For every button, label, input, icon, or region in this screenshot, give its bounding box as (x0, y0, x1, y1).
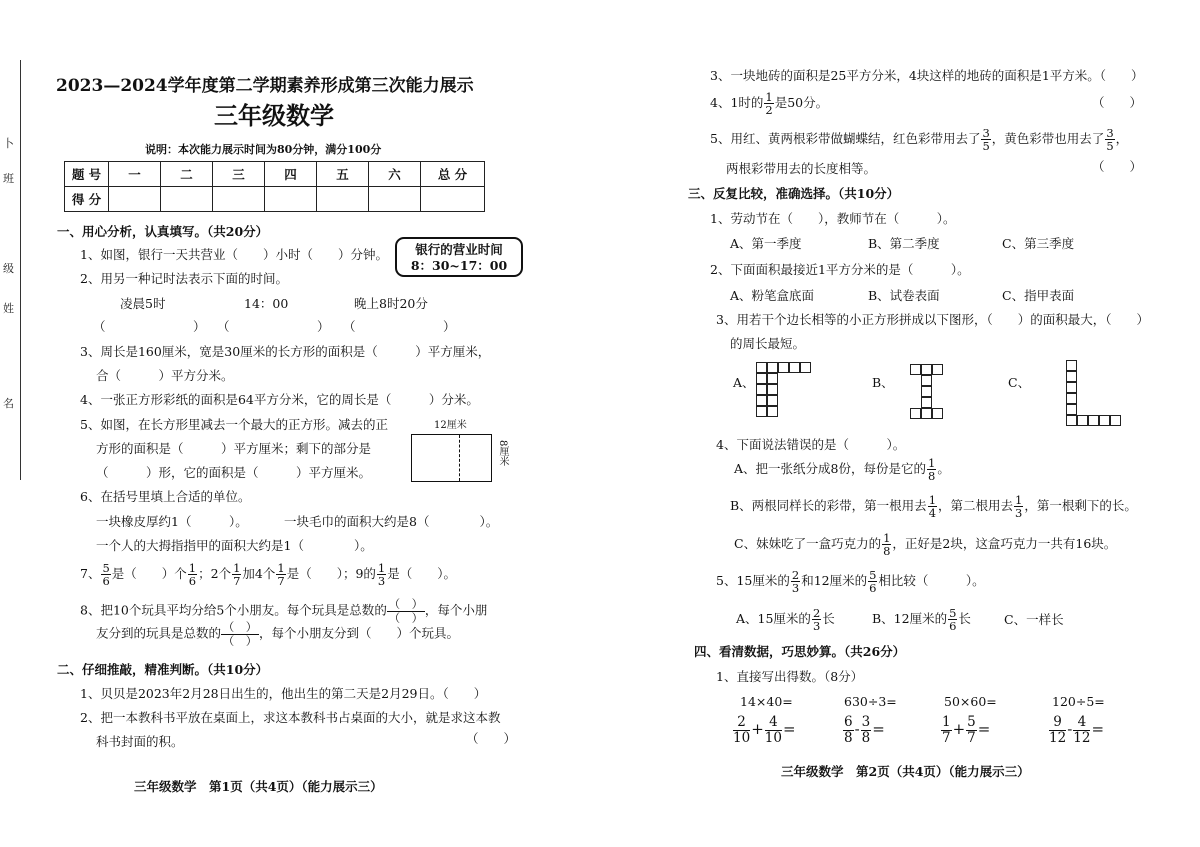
option[interactable]: C、第三季度 (1002, 236, 1075, 251)
fraction-denominator: 12 (1049, 729, 1067, 746)
fraction (928, 494, 937, 519)
bank-hours-label: 银行的营业时间 (415, 242, 503, 257)
answer-paren[interactable]: （ ） (1092, 159, 1143, 174)
operator: - (1067, 720, 1073, 738)
fraction (101, 562, 110, 587)
grid-square (921, 386, 932, 397)
s1-q3-cont: 合（ ）平方分米。 (96, 368, 234, 383)
s3-q1: 1、劳动节在（ ），教师节在（ ）。 (710, 211, 956, 226)
s1-q5-cont2: （ ）形，它的面积是（ ）平方厘米。 (96, 465, 372, 480)
fraction (791, 569, 800, 594)
calc-item: 50×60= (944, 694, 997, 709)
calc-item (842, 712, 885, 746)
score-header: 六 (369, 162, 421, 187)
rect-height-label: 8厘米 (497, 440, 508, 467)
fraction (981, 127, 990, 152)
grid-square (921, 364, 932, 375)
s2-q1: 1、贝贝是2023年2月28日出生的，他出生的第二天是2月29日。（ ） (80, 686, 487, 701)
q8-text: 8、把10个玩具平均分给5个小朋友。每个玩具是总数的 (80, 602, 387, 618)
exam-note: 说明：本次能力展示时间为80分钟，满分100分 (145, 143, 382, 156)
s3-q4-b[interactable] (730, 493, 1137, 519)
option[interactable]: B、试卷表面 (868, 288, 940, 303)
s1-q8-cont (96, 621, 459, 647)
score-cell[interactable] (109, 187, 161, 212)
footer-right: 三年级数学 第2页（共4页）（能力展示三） (781, 764, 1030, 779)
figure-label[interactable]: A、 (733, 375, 755, 390)
fraction (232, 562, 241, 587)
operator: + (952, 720, 966, 738)
s1-q1: 1、如图，银行一天共营业（ ）小时（ ）分钟。 (80, 247, 388, 262)
grid-square (932, 408, 943, 419)
option[interactable]: C、一样长 (1004, 612, 1064, 627)
grid-square (1066, 360, 1077, 371)
fraction-denominator: 2 (765, 103, 773, 118)
score-header: 五 (317, 162, 369, 187)
fraction-numerator: 5 (869, 567, 877, 582)
section-1-title: 一、用心分析，认真填写。（共20分） (57, 224, 269, 239)
fraction-numerator: 1 (928, 492, 937, 507)
fraction (765, 715, 782, 744)
fraction-denominator: 3 (791, 581, 800, 595)
q-num: 7、 (80, 566, 101, 581)
score-header: 总 分 (421, 162, 485, 187)
equals: = (977, 720, 991, 738)
fraction-numerator: 1 (377, 560, 386, 575)
fraction-numerator: 2 (812, 605, 821, 620)
q-text: ， (1115, 131, 1129, 146)
calc-item: 630÷3= (844, 694, 897, 709)
fraction-denominator: 7 (942, 729, 951, 746)
fraction-denominator: 3 (812, 619, 821, 633)
q-text: A、把一张纸分成8份，每份是它的 (734, 461, 926, 476)
exam-subject: 三年级数学 (214, 102, 334, 130)
fraction (733, 715, 750, 744)
fraction-numerator: （ ） (388, 597, 424, 611)
grid-square (1099, 415, 1110, 426)
grid-square (910, 408, 921, 419)
grid-square (1066, 393, 1077, 404)
option[interactable] (736, 606, 835, 632)
s1-q5: 5、如图，在长方形里减去一个最大的正方形。减去的正 (80, 417, 388, 432)
answer-blank[interactable]: （ ） (343, 319, 456, 334)
time-3: 晚上8时20分 (354, 296, 428, 311)
grid-square (1066, 404, 1077, 415)
grid-square (800, 362, 811, 373)
fraction (868, 569, 877, 594)
fraction-denominator: 5 (1106, 139, 1114, 153)
fraction-denominator: 6 (949, 619, 957, 633)
q-text: C、妹妹吃了一盒巧克力的 (734, 536, 882, 551)
fraction-numerator: 2 (791, 567, 800, 582)
fraction (1014, 494, 1023, 519)
grid-square (921, 375, 932, 386)
q-text: 5、15厘米的 (716, 573, 790, 588)
margin-char: 班 (3, 172, 14, 185)
q-text: 长 (822, 611, 835, 626)
grid-square (932, 364, 943, 375)
score-cell[interactable] (369, 187, 421, 212)
q-text: 4、1时的 (710, 95, 764, 111)
equals: = (1091, 720, 1105, 738)
margin-char: 名 (3, 397, 14, 410)
fraction-numerator: （ ） (222, 620, 258, 634)
q-text: ，正好是2块，这盒巧克力一共有16块。 (892, 536, 1117, 551)
calc-item (1048, 712, 1104, 746)
grid-square (1077, 415, 1088, 426)
fraction-denominator: 8 (844, 729, 853, 746)
score-cell[interactable] (265, 187, 317, 212)
fraction-denominator: 3 (377, 574, 386, 588)
option[interactable]: B、第二季度 (868, 236, 940, 251)
s3-q5 (716, 568, 985, 594)
answer-paren[interactable]: （ ） (1092, 95, 1143, 110)
score-cell[interactable] (317, 187, 369, 212)
equals: = (872, 720, 885, 738)
calc-item: 14×40= (740, 694, 793, 709)
q-text: 5、用红、黄两根彩带做蝴蝶结，红色彩带用去了 (710, 131, 981, 146)
fraction-denominator: 12 (1073, 729, 1091, 746)
grid-square (1088, 415, 1099, 426)
footer-left: 三年级数学 第1页（共4页）（能力展示三） (134, 779, 383, 794)
q-text: B、12厘米的 (872, 611, 948, 626)
fraction-numerator: 5 (949, 605, 957, 620)
q-text: 和12厘米的 (801, 573, 868, 588)
fraction (377, 562, 386, 587)
score-cell[interactable] (161, 187, 213, 212)
score-row-label: 得 分 (65, 187, 109, 212)
q7-text: 加4个 (242, 566, 276, 581)
fraction (941, 715, 952, 744)
score-header: 三 (213, 162, 265, 187)
grid-square (767, 395, 778, 406)
grid-square (778, 362, 789, 373)
option[interactable]: C、指甲表面 (1002, 288, 1075, 303)
fraction-numerator: 5 (967, 714, 976, 731)
binding-line (20, 60, 21, 480)
score-header: 二 (161, 162, 213, 187)
fraction-denominator: 3 (1015, 506, 1023, 520)
grid-square (921, 408, 932, 419)
q-text: 是50分。 (774, 95, 829, 111)
rect-width-label: 12厘米 (434, 420, 467, 431)
fraction-denominator: 10 (764, 729, 782, 746)
fraction (948, 607, 957, 632)
fraction-denominator: 6 (869, 581, 877, 595)
fraction-numerator: 1 (883, 530, 891, 545)
fraction-denominator: 7 (967, 729, 976, 746)
fraction-numerator: 3 (861, 714, 871, 731)
fraction-numerator: 3 (1106, 125, 1114, 140)
q8-text: ，每个小朋友分到（ ）个玩具。 (259, 625, 460, 641)
fraction-numerator: 4 (1073, 715, 1090, 730)
s1-q6: 6、在括号里填上合适的单位。 (80, 489, 251, 504)
q-text: ，黄色彩带也用去了 (991, 131, 1105, 146)
fraction-denominator: 6 (102, 574, 110, 588)
fraction-numerator: 1 (233, 560, 241, 575)
s1-q5-cont: 方形的面积是（ ）平方厘米；剩下的部分是 (96, 441, 372, 456)
fraction-numerator: 1 (927, 455, 936, 470)
margin-char: 级 (3, 262, 14, 275)
s3-q3-cont: 的周长最短。 (730, 336, 806, 351)
score-cell[interactable] (421, 187, 485, 212)
q7-text: ；2个 (198, 566, 232, 581)
figure-label[interactable]: B、 (872, 375, 894, 390)
fraction-denominator: 8 (883, 544, 891, 558)
fraction-numerator: 1 (277, 560, 285, 575)
grid-square (767, 384, 778, 395)
s2-q5 (710, 126, 1128, 152)
grid-square (1066, 382, 1077, 393)
fraction-numerator: 1 (765, 90, 773, 104)
time-1: 凌晨5时 (120, 296, 166, 311)
fraction-denominator: 7 (277, 574, 285, 588)
fraction-numerator: 6 (844, 714, 853, 731)
grid-square (910, 364, 921, 375)
grid-square (1066, 415, 1077, 426)
s1-q6a: 一块橡皮厚约1（ ）。 (96, 514, 248, 529)
fraction-denominator: 8 (861, 729, 871, 746)
section-4-title: 四、看清数据，巧思妙算。（共26分） (694, 644, 906, 659)
q-text: 长 (958, 611, 971, 626)
fraction-denominator: 5 (982, 139, 990, 153)
fraction (861, 715, 872, 744)
answer-blank[interactable]: （ ） (93, 319, 206, 334)
q-text: ，第一根剩下的长。 (1024, 498, 1137, 513)
score-header: 四 (265, 162, 317, 187)
fraction-denominator: 6 (188, 574, 197, 588)
s3-q3: 3、用若干个边长相等的小正方形拼成以下图形，（ ）的面积最大，（ ） (716, 312, 1149, 327)
bank-hours-box (395, 237, 523, 277)
operator: + (751, 720, 764, 738)
option[interactable]: A、粉笔盒底面 (730, 288, 815, 303)
exam-title: 2023—2024学年度第二学期素养形成第三次能力展示 (56, 76, 474, 96)
time-2: 14：00 (244, 296, 289, 311)
s3-q4-a[interactable] (734, 456, 950, 482)
grid-square (756, 395, 767, 406)
calc-item (940, 712, 990, 746)
answer-blank[interactable]: （ ） (217, 319, 330, 334)
s3-q2: 2、下面面积最接近1平方分米的是（ ）。 (710, 262, 970, 277)
s1-q3: 3、周长是160厘米，宽是30厘米的长方形的面积是（ ）平方厘米， (80, 344, 491, 359)
fraction (1073, 715, 1090, 744)
fraction-denominator: 7 (233, 574, 241, 588)
s2-q2-cont: 科书封面的积。 (96, 734, 184, 749)
fraction-denominator: 4 (928, 506, 937, 520)
fraction (966, 715, 977, 744)
q-text: B、两根同样长的彩带，第一根用去 (730, 498, 927, 513)
score-table (64, 161, 485, 212)
fraction (276, 562, 285, 587)
s1-q4: 4、一张正方形彩纸的面积是64平方分米，它的周长是（ ）分米。 (80, 392, 479, 407)
rectangle-figure (411, 434, 492, 482)
section-2-title: 二、仔细推敲，精准判断。（共10分） (57, 662, 269, 677)
fraction-numerator: 1 (188, 560, 197, 575)
calc-item (732, 712, 796, 746)
q-text: 。 (937, 461, 950, 476)
grid-square (756, 406, 767, 417)
operator: - (854, 720, 860, 738)
fraction-numerator: 2 (733, 715, 750, 730)
equals: = (782, 720, 796, 738)
margin-char: 卜 (3, 137, 14, 150)
fraction (1049, 715, 1066, 744)
fraction (927, 457, 936, 482)
q7-text: 是（ ）个 (111, 566, 187, 581)
grid-square (767, 406, 778, 417)
q-text: A、15厘米的 (736, 611, 811, 626)
score-cell[interactable] (213, 187, 265, 212)
s1-q6b: 一块毛巾的面积大约是8（ ）。 (284, 514, 499, 529)
s2-q5-cont: 两根彩带用去的长度相等。 (726, 161, 877, 176)
q7-text: 是（ ）。 (387, 566, 456, 581)
grid-square (789, 362, 800, 373)
fraction-numerator: 1 (942, 714, 951, 731)
score-header: 题 号 (65, 162, 109, 187)
s2-q3: 3、一块地砖的面积是25平方分米，4块这样的地砖的面积是1平方米。（ ） (710, 68, 1144, 83)
grid-square (1066, 371, 1077, 382)
s1-q6c: 一个人的大拇指指甲的面积大约是1（ ）。 (96, 538, 373, 553)
q8-text: ，每个小朋 (424, 602, 488, 618)
s2-q2: 2、把一本教科书平放在桌面上，求这本教科书占桌面的大小，就是求这本教 (80, 710, 501, 725)
grid-square (756, 362, 767, 373)
fraction-denominator: 10 (733, 729, 751, 746)
s1-q7 (80, 560, 456, 588)
s2-q4 (710, 91, 828, 116)
fraction (843, 715, 854, 744)
calc-item: 120÷5= (1052, 694, 1105, 709)
fraction-denominator: （ ） (222, 634, 258, 648)
s1-q2: 2、用另一种记时法表示下面的时间。 (80, 271, 288, 286)
grid-square (767, 362, 778, 373)
s4-q1: 1、直接写出得数。（8分） (716, 669, 864, 684)
fraction (1105, 127, 1114, 152)
s3-q4-c[interactable] (734, 531, 1116, 557)
fraction (882, 532, 891, 557)
fraction-denominator: 8 (927, 469, 936, 483)
fraction-numerator: 1 (1015, 492, 1023, 507)
fraction (188, 562, 197, 587)
q8-text: 友分到的玩具是总数的 (96, 625, 222, 641)
fraction-numerator: 5 (102, 560, 110, 575)
q7-text: 是（ ）；9的 (286, 566, 376, 581)
q-text: 相比较（ ）。 (878, 573, 985, 588)
fraction (812, 607, 821, 632)
fraction-blank[interactable] (221, 621, 259, 647)
grid-square (756, 373, 767, 384)
grid-square (767, 373, 778, 384)
margin-char: 姓 (3, 302, 14, 315)
fraction-numerator: 4 (765, 715, 782, 730)
fraction (764, 91, 773, 116)
q-text: ，第二根用去 (938, 498, 1014, 513)
answer-paren[interactable]: （ ） (466, 731, 517, 746)
option[interactable]: A、第一季度 (730, 236, 802, 251)
fraction-denominator: （ ） (388, 611, 424, 625)
fraction-numerator: 9 (1049, 715, 1066, 730)
section-3-title: 三、反复比较，准确选择。（共10分） (688, 186, 900, 201)
figure-label[interactable]: C、 (1008, 375, 1031, 390)
score-header: 一 (109, 162, 161, 187)
grid-square (1110, 415, 1121, 426)
square-divider (459, 435, 460, 481)
bank-hours-value: 8：30~17：00 (410, 258, 508, 273)
grid-square (756, 384, 767, 395)
s3-q4: 4、下面说法错误的是（ ）。 (716, 437, 906, 452)
grid-square (921, 397, 932, 408)
fraction-numerator: 3 (982, 125, 990, 140)
option[interactable] (872, 606, 971, 632)
